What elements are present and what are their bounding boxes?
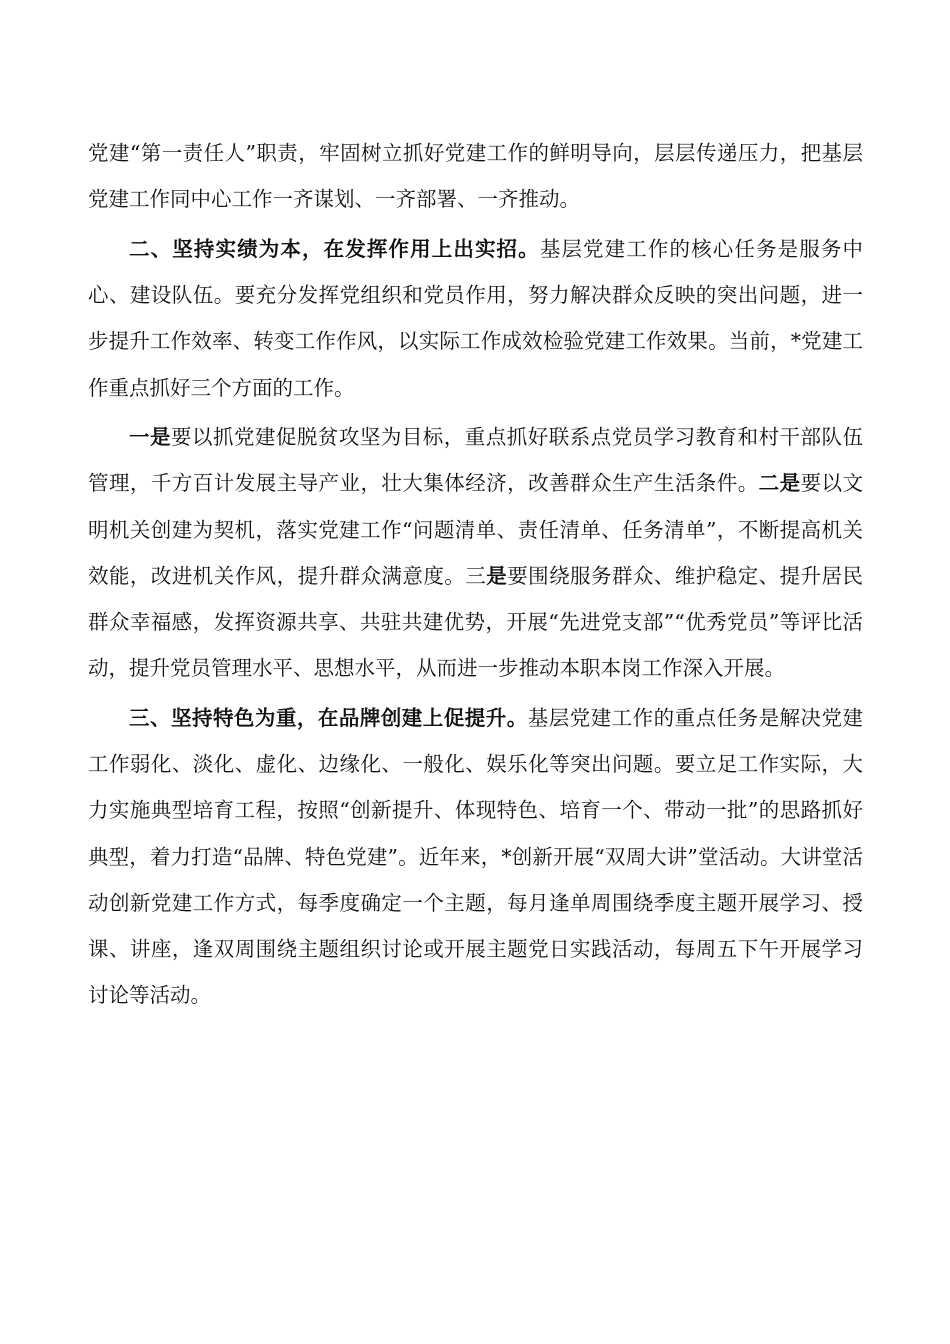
document-page [88, 130, 863, 1022]
paragraph-three-points [88, 414, 863, 691]
section-heading: 三、坚持特色为重，在品牌创建上促提升。 [129, 705, 528, 730]
paragraph-text: 基层党建工作的重点任务是解决党建工作弱化、淡化、虚化、边缘化、一般化、娱乐化等突出问题。要立足工作实际，大力实施典型培育工程，按照“创新提升、体现特色、培育一个、带动一批”的思路抓好典型，着力打造“品牌、特色党建”。近年来，*创新开展“双周大讲”堂活动。大讲堂活动创新党建工作方式，每季度确定一个主题，每月逢单周围绕季度主题开展学习、授课、讲座，逢双周围绕主题组织讨论或开展主题党日实践活动，每周五下午开展学习讨论等活动。 [88, 705, 864, 1008]
paragraph-section-three [88, 695, 863, 1018]
point-lead-two: 二是 [758, 471, 801, 496]
section-heading: 二、坚持实绩为本，在发挥作用上出实招。 [129, 236, 540, 261]
point-lead-one: 一是 [129, 425, 171, 450]
paragraph-text: 党建“第一责任人”职责，牢固树立抓好党建工作的鲜明导向，层层传递压力，把基层党建工作同中心工作一齐谋划、一齐部署、一齐推动。 [88, 141, 863, 212]
paragraph-continuation [88, 130, 863, 222]
point-text-three: 要围绕服务群众、维护稳定、提升居民群众幸福感，发挥资源共享、共驻共建优势，开展“先进党支部”“优秀党员”等评比活动，提升党员管理水平、思想水平，从而进一步推动本职本岗工作深入开展。 [88, 563, 864, 681]
paragraph-text: 基层党建工作的核心任务是服务中心、建设队伍。要充分发挥党组织和党员作用，努力解决群众反映的突出问题，进一步提升工作效率、转变工作作风，以实际工作成效检验党建工作效果。当前，*党建工作重点抓好三个方面的工作。 [88, 236, 864, 400]
point-lead-three: 是 [486, 563, 508, 588]
paragraph-section-two [88, 226, 863, 411]
point-text-two: 要以文明机关创建为契机，落实党建工作“问题清单、责任清单、任务清单”，不断提高机关效能，改进机关作风，提升群众满意度。三 [88, 471, 864, 588]
point-text-one: 要以抓党建促脱贫攻坚为目标，重点抓好联系点党员学习教育和村干部队伍管理，千方百计发展主导产业，壮大集体经济，改善群众生产生活条件。 [88, 425, 864, 496]
